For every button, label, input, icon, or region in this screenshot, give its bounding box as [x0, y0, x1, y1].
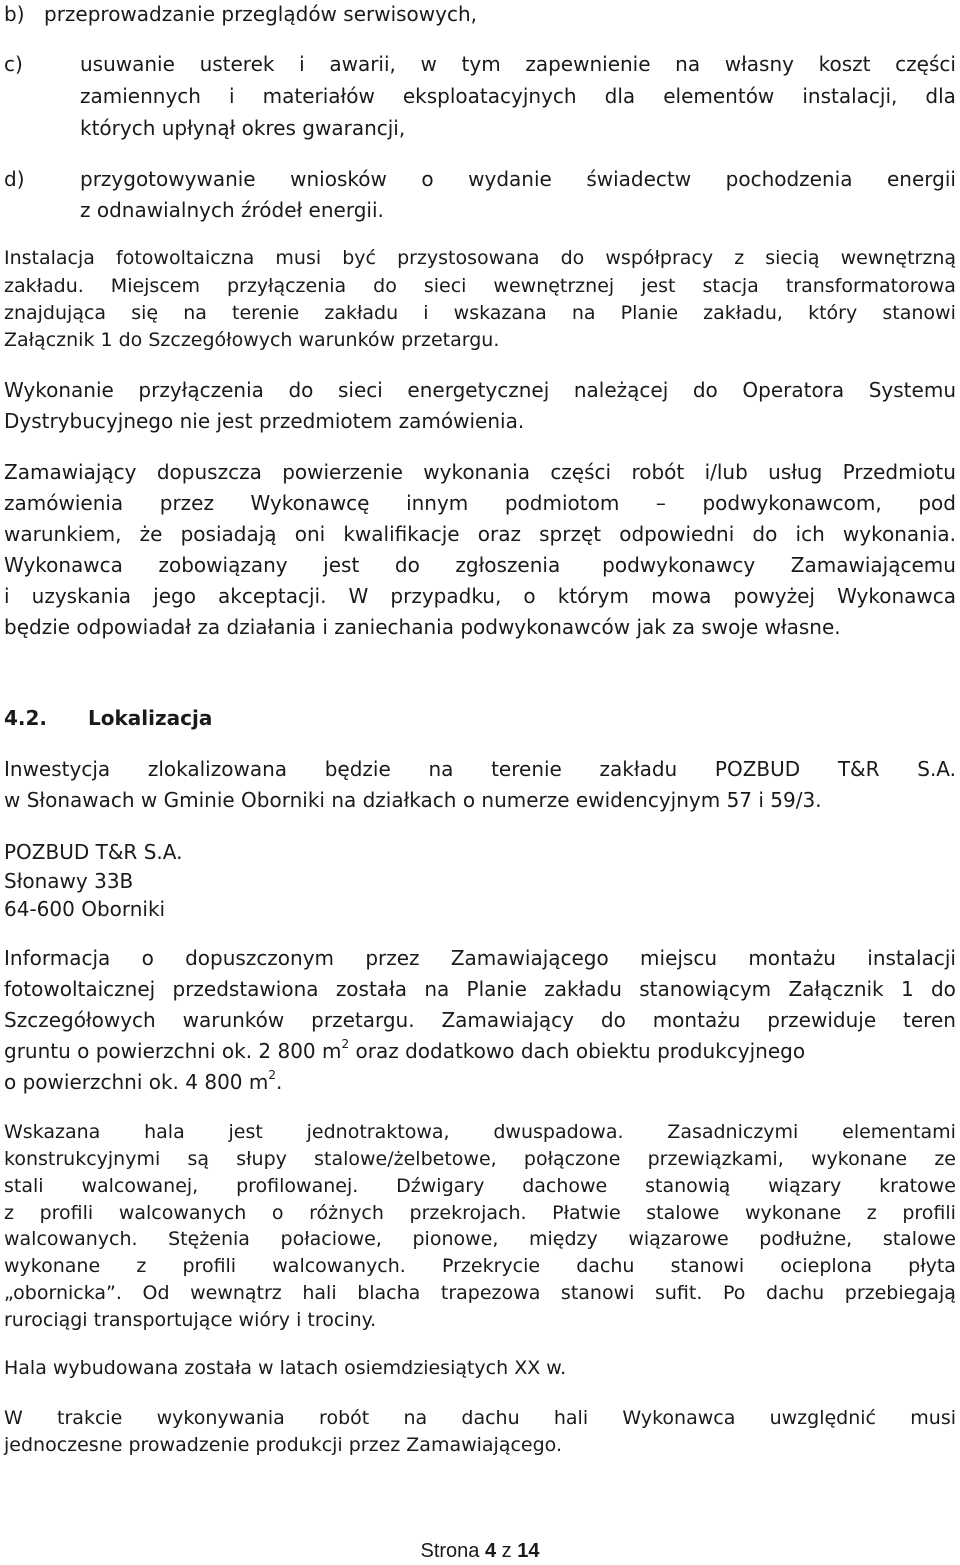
word: z — [734, 247, 745, 269]
word: przebiegają — [844, 1282, 956, 1304]
word: do — [930, 977, 956, 1001]
word: Instalacja — [4, 247, 95, 269]
word: wykonane — [744, 1202, 842, 1224]
word: wykonane — [4, 1255, 101, 1277]
word: wykonywania — [156, 1407, 285, 1429]
word: profili — [39, 1202, 94, 1224]
para-informacja-line-1 — [4, 946, 956, 970]
word: zapewnienie — [525, 52, 651, 76]
list-item-c-line-1 — [80, 52, 956, 76]
word: zgłoszenia — [455, 553, 567, 577]
superscript: 2 — [341, 1037, 350, 1052]
word: transformatorowa — [785, 275, 956, 297]
word: trapezowa — [440, 1282, 541, 1304]
word: na — [675, 52, 701, 76]
para-instalacja-line — [4, 275, 956, 297]
word: odpowiedni — [619, 522, 735, 546]
word: części — [895, 52, 956, 76]
para-inwestycja-line — [4, 757, 956, 781]
word: koszt — [818, 52, 871, 76]
word: którym — [557, 584, 629, 608]
para-zamawiajacy-line — [4, 553, 956, 577]
para-zamawiajacy-line — [4, 522, 956, 546]
word: który — [808, 302, 858, 324]
word: wewnętrzną — [840, 247, 956, 269]
word: przewiduje — [767, 1008, 877, 1032]
word: do — [373, 275, 397, 297]
word: Dźwigary — [396, 1175, 485, 1197]
word: Zamawiającemu — [790, 553, 956, 577]
word: innym — [406, 491, 469, 515]
word: przekrojach. — [409, 1202, 527, 1224]
list-marker: c) — [4, 52, 23, 76]
word: sieci — [423, 275, 467, 297]
word: Wskazana — [4, 1121, 101, 1143]
word: przez — [365, 946, 420, 970]
para-hala-line — [4, 1282, 956, 1304]
word: Przekrycie — [441, 1255, 541, 1277]
word: usług — [768, 460, 823, 484]
word: zamówienia — [4, 491, 124, 515]
word: elementami — [842, 1121, 956, 1143]
word: T&R — [837, 757, 880, 781]
word: walcowanych. — [4, 1228, 138, 1250]
word: Zamawiający — [4, 460, 137, 484]
word: hali — [553, 1407, 589, 1429]
word: stanowi — [882, 302, 956, 324]
section-number: 4.2. — [4, 706, 48, 730]
list-marker: b) — [4, 2, 25, 26]
word: Po — [722, 1282, 746, 1304]
word: na — [571, 302, 596, 324]
word: stanowią — [645, 1175, 731, 1197]
word: energii — [886, 167, 956, 191]
word: Informacja — [4, 946, 111, 970]
text-line: Załącznik 1 do Szczegółowych warunków przetargu. — [4, 329, 500, 351]
word: i — [299, 52, 305, 76]
word: zakładu — [599, 757, 678, 781]
para-hala-line — [4, 1175, 956, 1197]
word: terenie — [491, 757, 562, 781]
word: kratowe — [879, 1175, 956, 1197]
word: pionowe, — [412, 1228, 499, 1250]
word: W — [4, 1407, 23, 1429]
word: wykonania — [423, 460, 530, 484]
word: Załącznik — [788, 977, 884, 1001]
word: stanowiącym — [639, 977, 772, 1001]
word: dachu — [765, 1282, 825, 1304]
para-hala-line — [4, 1202, 956, 1224]
word: wiązary — [768, 1175, 842, 1197]
word: – — [655, 491, 666, 515]
para-informacja-line-4 — [4, 1039, 956, 1063]
word: materiałów — [262, 84, 375, 108]
list-marker: d) — [4, 167, 25, 191]
word: zakładu, — [703, 302, 783, 324]
word: wykonane — [810, 1148, 908, 1170]
page-footer — [0, 1540, 960, 1563]
word: zakładu — [324, 302, 399, 324]
para-instalacja-line — [4, 247, 956, 269]
word: na — [428, 757, 454, 781]
word: wniosków — [290, 167, 387, 191]
word: połączone — [523, 1148, 621, 1170]
word: współpracy — [605, 247, 714, 269]
list-item-c-line-2 — [80, 84, 956, 108]
superscript: 2 — [268, 1068, 276, 1083]
word: zlokalizowana — [147, 757, 288, 781]
word: jest — [323, 553, 360, 577]
word: przyłączenia — [226, 275, 347, 297]
word: mowa — [651, 584, 712, 608]
word: Systemu — [868, 378, 956, 402]
address-line: Słonawy 33B — [4, 869, 134, 893]
word: ich — [795, 522, 825, 546]
word: elementów — [663, 84, 775, 108]
word: dachu — [576, 1255, 635, 1277]
para-instalacja-line — [4, 329, 956, 351]
word: profilowanej. — [236, 1175, 359, 1197]
list-item-d-line-2 — [80, 198, 956, 222]
word: jest — [641, 275, 676, 297]
word: miejscu — [640, 946, 718, 970]
word: eksploatacyjnych — [402, 84, 577, 108]
word: Operatora — [742, 378, 845, 402]
word: przez — [159, 491, 214, 515]
para-hala-line — [4, 1255, 956, 1277]
word: akceptacji. — [218, 584, 327, 608]
word: robót — [631, 460, 685, 484]
word: do — [560, 247, 585, 269]
word: do — [394, 553, 420, 577]
word: S.A. — [917, 757, 956, 781]
word: słupy — [236, 1148, 287, 1170]
word: jednotraktowa, — [306, 1121, 450, 1143]
para-informacja-line-3 — [4, 1008, 956, 1032]
text-line: Dystrybucyjnego nie jest przedmiotem zamówienia. — [4, 409, 525, 433]
word: stanowi — [670, 1255, 745, 1277]
word: warunkiem, — [4, 522, 122, 546]
para-hala-line — [4, 1309, 956, 1331]
area-text-rest: . — [276, 1070, 283, 1094]
word: podłużne, — [759, 1228, 853, 1250]
word: Wykonawca — [837, 584, 956, 608]
word: siecią — [765, 247, 820, 269]
para-hala-line — [4, 1148, 956, 1170]
word: i — [4, 584, 10, 608]
word: podwykonawcom, — [702, 491, 882, 515]
word: o — [421, 167, 434, 191]
word: wydanie — [468, 167, 552, 191]
word: między — [529, 1228, 598, 1250]
word: przygotowywanie — [80, 167, 256, 191]
para-zamawiajacy-line — [4, 491, 956, 515]
word: zobowiązany — [158, 553, 288, 577]
text-line: których upłynął okres gwarancji, — [80, 116, 406, 140]
word: oraz — [477, 522, 521, 546]
address-line: POZBUD T&R S.A. — [4, 840, 183, 864]
word: Wykonanie — [4, 378, 114, 402]
word: wewnętrznej — [493, 275, 615, 297]
word: jego — [153, 584, 196, 608]
word: różnych — [309, 1202, 384, 1224]
word: i/lub — [704, 460, 748, 484]
word: musi — [275, 247, 322, 269]
para-instalacja-line — [4, 302, 956, 324]
word: dopuszczonym — [185, 946, 335, 970]
word: Planie — [620, 302, 679, 324]
text-line: jednoczesne prowadzenie produkcji przez Zamawiającego. — [4, 1434, 563, 1456]
para-wtrakcie-line — [4, 1434, 956, 1456]
word: stalowe — [882, 1228, 956, 1250]
word: dla — [925, 84, 956, 108]
word: będzie — [324, 757, 391, 781]
footer-middle: z — [496, 1540, 518, 1562]
word: się — [131, 302, 159, 324]
word: blacha — [357, 1282, 421, 1304]
word: są — [187, 1148, 210, 1170]
word: przewiązkami, — [647, 1148, 784, 1170]
word: przyłączenia — [138, 378, 264, 402]
word: przedstawiona — [172, 977, 319, 1001]
word: terenie — [232, 302, 300, 324]
word: walcowanych. — [272, 1255, 406, 1277]
word: dopuszcza — [156, 460, 262, 484]
word: świadectw — [586, 167, 692, 191]
word: do — [752, 522, 778, 546]
word: warunków — [182, 1008, 285, 1032]
word: sieci — [338, 378, 383, 402]
word: Zamawiającego — [450, 946, 609, 970]
word: instalacji — [867, 946, 956, 970]
word: i — [229, 84, 235, 108]
word: wewnątrz — [190, 1282, 282, 1304]
word: Płatwie — [552, 1202, 621, 1224]
word: znajdująca — [4, 302, 107, 324]
word: „obornicka”. — [4, 1282, 122, 1304]
word: Inwestycja — [4, 757, 111, 781]
word: awarii, — [329, 52, 396, 76]
word: w — [420, 52, 437, 76]
word: hali — [302, 1282, 337, 1304]
word: stacja — [702, 275, 759, 297]
word: z — [4, 1202, 14, 1224]
word: należącej — [573, 378, 669, 402]
area-text: o powierzchni ok. 4 800 m — [4, 1070, 269, 1094]
word: profili — [182, 1255, 237, 1277]
word: Wykonawcę — [250, 491, 370, 515]
word: musi — [910, 1407, 956, 1429]
word: że — [139, 522, 163, 546]
word: do — [600, 1008, 626, 1032]
word: POZBUD — [714, 757, 801, 781]
word: uwzględnić — [769, 1407, 877, 1429]
word: instalacji, — [802, 84, 898, 108]
area-text: gruntu o powierzchni ok. 2 800 m — [4, 1039, 342, 1063]
word: i — [423, 302, 429, 324]
footer-prefix: Strona — [420, 1540, 485, 1562]
word: pochodzenia — [725, 167, 853, 191]
list-item-text: przeprowadzanie przeglądów serwisowych, — [44, 2, 478, 26]
para-wybudowana: Hala wybudowana została w latach osiemdziesiątych XX w. — [4, 1357, 567, 1379]
list-item-d-line-1 — [80, 167, 956, 191]
word: dachowe — [522, 1175, 608, 1197]
word: być — [342, 247, 376, 269]
para-inwestycja-line — [4, 788, 956, 812]
para-wtrakcie-line — [4, 1407, 956, 1429]
para-zamawiajacy-line — [4, 584, 956, 608]
word: jest — [228, 1121, 263, 1143]
word: została — [335, 977, 408, 1001]
word: energetycznej — [407, 378, 550, 402]
list-item-c-line-3 — [80, 116, 956, 140]
word: robót — [319, 1407, 370, 1429]
word: Wykonawca — [622, 1407, 736, 1429]
word: trakcie — [57, 1407, 123, 1429]
word: powyżej — [733, 584, 815, 608]
address-line: 64-600 Oborniki — [4, 897, 166, 921]
word: podwykonawcy — [602, 553, 756, 577]
word: wykonania. — [842, 522, 956, 546]
word: montażu — [652, 1008, 741, 1032]
word: stalowe — [646, 1202, 720, 1224]
word: wskazana — [453, 302, 547, 324]
word: połaciowe, — [280, 1228, 382, 1250]
word: tym — [461, 52, 501, 76]
word: przetargu. — [311, 1008, 415, 1032]
para-informacja-line-2 — [4, 977, 956, 1001]
word: Szczegółowych — [4, 1008, 156, 1032]
word: stanowi — [560, 1282, 635, 1304]
word: posiadają — [180, 522, 277, 546]
word: Zamawiający — [441, 1008, 574, 1032]
word: sprzęt — [539, 522, 602, 546]
word: montażu — [748, 946, 836, 970]
word: walcowanych — [118, 1202, 247, 1224]
word: zakładu. — [4, 275, 84, 297]
word: płyta — [908, 1255, 956, 1277]
word: o — [271, 1202, 284, 1224]
word: kwalifikacje — [343, 522, 460, 546]
word: Stężenia — [168, 1228, 250, 1250]
page-number: 4 — [484, 1540, 497, 1562]
area-text-rest: oraz dodatkowo dach obiektu produkcyjnego — [349, 1039, 806, 1063]
word: do — [692, 378, 718, 402]
para-zamawiajacy-line — [4, 460, 956, 484]
word: konstrukcyjnymi — [4, 1148, 161, 1170]
word: powierzenie — [282, 460, 403, 484]
word: o — [141, 946, 154, 970]
word: Od — [142, 1282, 170, 1304]
word: Wykonawca — [4, 553, 123, 577]
word: wiązarowe — [628, 1228, 729, 1250]
word: walcowanej, — [81, 1175, 199, 1197]
word: profili — [902, 1202, 956, 1224]
word: hala — [144, 1121, 185, 1143]
para-wykonanie-line — [4, 378, 956, 402]
section-title: Lokalizacja — [88, 706, 213, 730]
word: dachu — [461, 1407, 520, 1429]
word: teren — [903, 1008, 956, 1032]
para-informacja-line-5 — [4, 1070, 956, 1094]
word: fotowoltaicznej — [4, 977, 156, 1001]
word: dla — [604, 84, 636, 108]
word: przypadku, — [390, 584, 502, 608]
text-line: z odnawialnych źródeł energii. — [80, 198, 384, 222]
word: ze — [934, 1148, 956, 1170]
word: uzyskania — [31, 584, 132, 608]
word: 1 — [900, 977, 914, 1001]
text-line: w Słonawach w Gminie Oborniki na działkach o numerze ewidencyjnym 57 i 59/3. — [4, 788, 822, 812]
word: z — [866, 1202, 877, 1224]
word: Zasadniczymi — [667, 1121, 799, 1143]
word: oni — [294, 522, 326, 546]
word: zakładu — [544, 977, 622, 1001]
word: stali — [4, 1175, 44, 1197]
word: z — [136, 1255, 147, 1277]
word: o — [523, 584, 536, 608]
word: dwuspadowa. — [493, 1121, 624, 1143]
word: na — [424, 977, 450, 1001]
word: usuwanie — [80, 52, 175, 76]
para-hala-line — [4, 1121, 956, 1143]
word: W — [348, 584, 369, 608]
word: na — [183, 302, 207, 324]
word: Przedmiotu — [842, 460, 956, 484]
word: usterek — [199, 52, 275, 76]
para-hala-line — [4, 1228, 956, 1250]
word: części — [550, 460, 612, 484]
word: Miejscem — [110, 275, 200, 297]
word: przystosowana — [397, 247, 540, 269]
word: pod — [918, 491, 956, 515]
page-total: 14 — [517, 1540, 540, 1562]
word: podmiotom — [504, 491, 620, 515]
word: fotowoltaiczna — [116, 247, 255, 269]
word: do — [288, 378, 314, 402]
para-wykonanie-line — [4, 409, 956, 433]
word: stalowe/żelbetowe, — [314, 1148, 497, 1170]
para-zamawiajacy-line — [4, 615, 956, 639]
text-line: rurociągi transportujące wióry i trociny. — [4, 1309, 377, 1331]
word: własny — [724, 52, 794, 76]
word: Planie — [466, 977, 527, 1001]
word: na — [403, 1407, 428, 1429]
word: zamiennych — [80, 84, 201, 108]
text-line: będzie odpowiadał za działania i zaniechania podwykonawców jak za swoje własne. — [4, 615, 841, 639]
word: sufit. — [654, 1282, 703, 1304]
word: ocieplona — [780, 1255, 872, 1277]
